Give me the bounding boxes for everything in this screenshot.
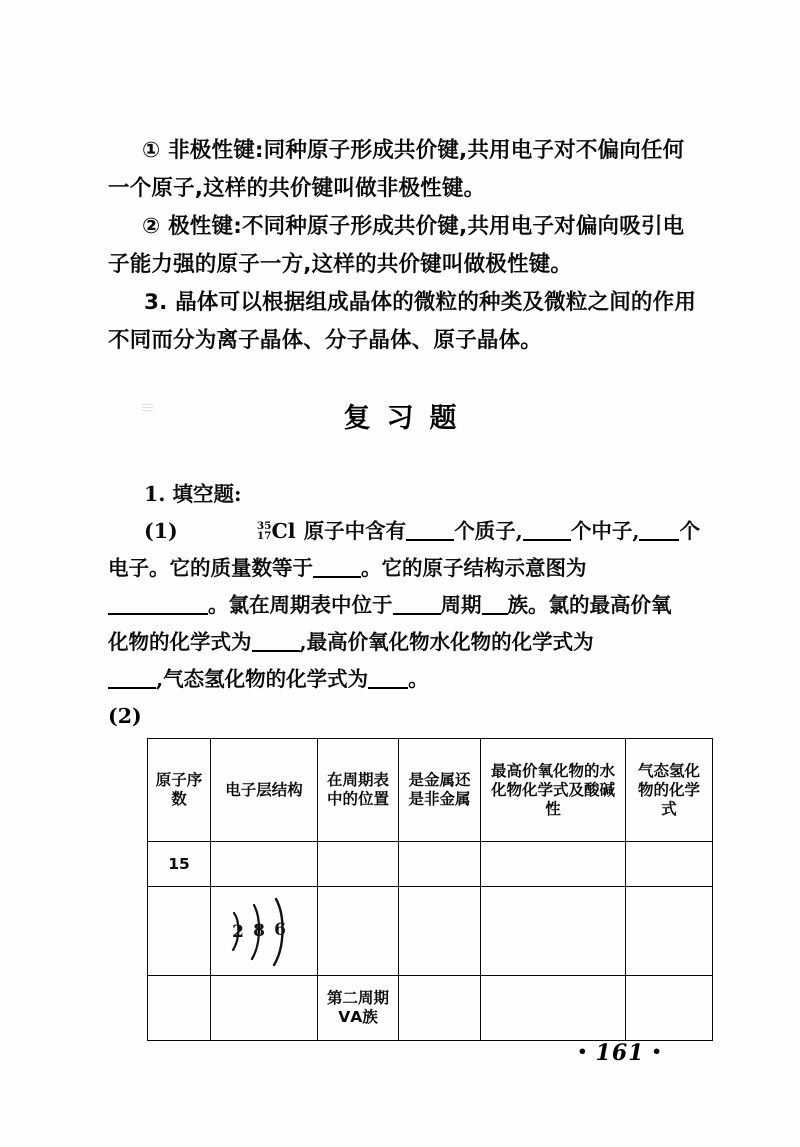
answer-blank[interactable]	[108, 613, 208, 615]
answer-blank[interactable]	[108, 687, 156, 689]
question-1-number: (1)	[144, 519, 178, 543]
cell-oxide-hydrate[interactable]	[481, 976, 626, 1041]
q1-text-b: 个质子,	[454, 519, 523, 543]
cell-position[interactable]	[318, 887, 399, 976]
q1-text-line4-b: ,最高价氧化物水化物的化学式为	[299, 630, 594, 654]
cell-atomic-number[interactable]: 15	[148, 842, 211, 887]
cell-metal-nonmetal[interactable]	[399, 976, 481, 1041]
table-header-cell	[626, 739, 713, 842]
answer-blank[interactable]	[523, 539, 571, 541]
cell-oxide-hydrate[interactable]	[481, 842, 626, 887]
q1-text-line3-b: 周期	[440, 593, 482, 617]
q1-text-line3-c: 族。氯的最高价氧	[507, 593, 672, 617]
header-shell-structure: 电子层结构	[225, 780, 303, 799]
q1-text-line3-a: 。氯在周期表中位于	[208, 593, 393, 617]
isotope-notation-cl35	[185, 513, 296, 550]
answer-blank[interactable]	[252, 650, 300, 652]
exercise-block	[108, 476, 700, 698]
question-1-line-5	[108, 661, 700, 698]
answer-blank[interactable]	[406, 539, 454, 541]
element-symbol: Cl	[271, 519, 296, 543]
footer-dot-right: •	[651, 1042, 663, 1061]
answer-blank[interactable]	[639, 539, 679, 541]
q1-text-c: 个中子,	[570, 519, 640, 543]
paragraph-nonpolar-bond: ① 非极性键:同种原子形成共价键,共用电子对不偏向任何一个原子,这样的共价键叫做非极性键。	[108, 138, 685, 201]
electron-shell-svg	[216, 891, 312, 971]
answer-blank[interactable]	[482, 613, 508, 615]
electron-shell-diagram-icon	[216, 891, 312, 971]
question-1-line-3	[108, 587, 700, 624]
body-text-block	[108, 132, 698, 360]
question-1-line-2	[108, 550, 700, 587]
q1-text-line2-a: 电子。它的质量数等于	[108, 556, 313, 580]
element-properties-table	[147, 738, 700, 1041]
table-row	[148, 887, 713, 976]
header-oxide-hydrate: 最高价氧化物的水化物化学式及酸碱性	[490, 761, 615, 818]
header-metal-nonmetal: 是金属还是非金属	[408, 771, 471, 808]
cell-metal-nonmetal[interactable]	[399, 887, 481, 976]
footer-dot-left: •	[577, 1042, 589, 1061]
isotope-mass-number: 35	[256, 520, 272, 532]
answer-blank[interactable]	[393, 613, 441, 615]
table-header-cell	[399, 739, 481, 842]
isotope-atomic-number: 17	[256, 530, 272, 542]
q1-text-line5-a: ,气态氢化物的化学式为	[156, 667, 369, 691]
question-1-line-1	[108, 513, 700, 550]
exercise-1-label: 1. 填空题:	[144, 482, 242, 506]
page-number: 161	[595, 1040, 645, 1066]
table-header-cell	[148, 739, 211, 842]
table-row	[148, 976, 713, 1041]
q1-text-line2-b: 。它的原子结构示意图为	[361, 556, 587, 580]
cell-position[interactable]: 第二周期ⅤA族	[318, 976, 399, 1041]
page-footer	[0, 1040, 800, 1066]
svg-text:6: 6	[274, 920, 286, 940]
cell-shell-structure[interactable]	[211, 976, 318, 1041]
cell-position[interactable]	[318, 842, 399, 887]
q1-text-d: 个	[679, 519, 700, 543]
cell-atomic-number[interactable]	[148, 976, 211, 1041]
paragraph-polar-bond: ② 极性键:不同种原子形成共价键,共用电子对偏向吸引电子能力强的原子一方,这样的共价键叫做极性键。	[108, 214, 685, 277]
cell-hydride[interactable]	[626, 887, 713, 976]
cell-metal-nonmetal[interactable]	[399, 842, 481, 887]
paragraph-crystal-types: 3. 晶体可以根据组成晶体的微粒的种类及微粒之间的作用不同而分为离子晶体、分子晶体、原子晶体。	[108, 290, 697, 353]
table-header-row	[148, 739, 713, 842]
q1-text-line4-a: 化物的化学式为	[108, 630, 252, 654]
cell-atomic-number[interactable]	[148, 887, 211, 976]
question-2-number: (2)	[108, 704, 142, 728]
cell-shell-structure[interactable]	[211, 842, 318, 887]
header-gaseous-hydride: 气态氢化物的化学式	[637, 761, 700, 818]
cell-shell-structure[interactable]	[211, 887, 318, 976]
q1-text-line5-b: 。	[408, 667, 429, 691]
table-header-cell	[211, 739, 318, 842]
svg-text:8: 8	[253, 921, 265, 941]
question-1-line-4	[108, 624, 700, 661]
table-row	[148, 842, 713, 887]
cell-oxide-hydrate[interactable]	[481, 887, 626, 976]
isotope-numbers	[221, 521, 272, 541]
cell-hydride[interactable]	[626, 842, 713, 887]
table-header-cell	[318, 739, 399, 842]
table-header-cell	[481, 739, 626, 842]
svg-text:2: 2	[232, 922, 244, 942]
header-atomic-number: 原子序数	[155, 771, 203, 808]
header-periodic-position: 在周期表中的位置	[326, 771, 389, 808]
answer-blank[interactable]	[368, 687, 408, 689]
cell-hydride[interactable]	[626, 976, 713, 1041]
section-heading-review: 复习题	[343, 403, 473, 434]
answer-blank[interactable]	[313, 576, 361, 578]
q1-text-a: 原子中含有	[303, 519, 407, 543]
